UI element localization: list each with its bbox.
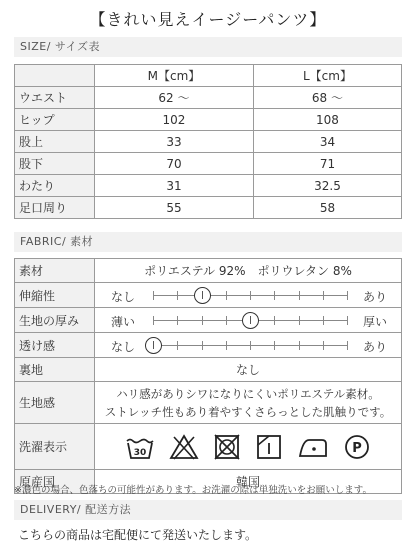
no-bleach-icon <box>169 434 199 460</box>
scale-tick <box>202 341 203 350</box>
stretch-scale-track <box>153 295 347 296</box>
size-column-m: M【cm】 <box>95 65 254 87</box>
size-cell-m: 55 <box>95 197 254 219</box>
scale-tick <box>323 341 324 350</box>
sheer-scale-track <box>153 345 347 346</box>
scale-marker <box>242 312 259 329</box>
lining-value: なし <box>95 358 402 382</box>
scale-tick <box>250 341 251 350</box>
table-row <box>15 131 402 153</box>
size-row-label: 足口周り <box>15 197 95 219</box>
size-table <box>14 64 402 219</box>
origin-value: 韓国 <box>95 470 402 494</box>
scale-tick <box>274 341 275 350</box>
table-row <box>15 283 402 308</box>
texture-value <box>95 382 402 424</box>
scale-tick <box>347 316 348 325</box>
scale-tick <box>323 316 324 325</box>
iron-low-icon <box>297 434 329 460</box>
material-value: ポリエステル 92% ポリウレタン 8% <box>95 259 402 283</box>
size-cell-l: 32.5 <box>253 175 401 197</box>
scale-tick <box>274 316 275 325</box>
scale-tick <box>226 341 227 350</box>
scale-tick <box>226 291 227 300</box>
material-label: 素材 <box>15 259 95 283</box>
size-cell-m: 33 <box>95 131 254 153</box>
stretch-scale-cell <box>95 283 402 308</box>
size-header-blank <box>15 65 95 87</box>
texture-line-2: ストレッチ性もあり着やすくさらっとした肌触りです。 <box>104 404 392 419</box>
table-row <box>15 358 402 382</box>
stretch-scale-right: あり <box>362 290 387 304</box>
size-cell-l: 58 <box>253 197 401 219</box>
page-title: 【きれい見えイージーパンツ】 <box>89 10 327 29</box>
care-icons <box>95 425 401 469</box>
size-row-label: 股上 <box>15 131 95 153</box>
table-row <box>15 197 402 219</box>
scale-tick <box>299 291 300 300</box>
care-label: 洗濯表示 <box>15 424 95 470</box>
size-cell-l: 34 <box>253 131 401 153</box>
size-row-label: ヒップ <box>15 109 95 131</box>
scale-tick <box>274 291 275 300</box>
fabric-table <box>14 258 402 494</box>
sheer-scale-right: あり <box>362 340 387 354</box>
scale-tick <box>177 341 178 350</box>
scale-tick <box>226 316 227 325</box>
thickness-scale-cell <box>95 308 402 333</box>
thickness-scale-right: 厚い <box>362 315 387 329</box>
fabric-section-heading: FABRIC/ 素材 <box>14 232 402 252</box>
thickness-label: 生地の厚み <box>15 308 95 333</box>
scale-tick <box>323 291 324 300</box>
texture-line-1: ハリ感がありシワになりにくいポリエステル素材。 <box>116 386 380 401</box>
scale-marker <box>145 337 162 354</box>
sheer-label: 透け感 <box>15 333 95 358</box>
size-cell-m: 62 〜 <box>95 87 254 109</box>
stretch-scale-left: なし <box>111 290 136 304</box>
scale-tick <box>347 291 348 300</box>
sheer-scale-left: なし <box>111 340 136 354</box>
lining-label: 裏地 <box>15 358 95 382</box>
delivery-section-heading: DELIVERY/ 配送方法 <box>14 500 402 520</box>
table-row <box>15 109 402 131</box>
size-cell-m: 31 <box>95 175 254 197</box>
table-row <box>15 333 402 358</box>
table-row <box>15 175 402 197</box>
texture-label: 生地感 <box>15 382 95 424</box>
scale-tick <box>202 316 203 325</box>
stretch-label: 伸縮性 <box>15 283 95 308</box>
size-cell-m: 102 <box>95 109 254 131</box>
table-row <box>15 308 402 333</box>
size-section-heading: SIZE/ サイズ表 <box>14 37 402 57</box>
thickness-scale <box>95 308 401 332</box>
scale-marker <box>194 287 211 304</box>
scale-tick <box>299 341 300 350</box>
sheer-scale <box>95 333 401 357</box>
line-dry-shade-icon <box>255 434 283 460</box>
scale-tick <box>299 316 300 325</box>
care-note: ※濃色の場合、色落ちの可能性があります。お洗濯の際は単独洗いをお願いします。 <box>14 485 372 496</box>
thickness-scale-left: 薄い <box>111 315 136 329</box>
size-row-label: わたり <box>15 175 95 197</box>
stretch-scale <box>95 283 401 307</box>
scale-tick <box>177 291 178 300</box>
thickness-scale-track <box>153 320 347 321</box>
size-column-l: L【cm】 <box>253 65 401 87</box>
dry-clean-label: P <box>352 440 362 456</box>
origin-label: 原産国 <box>15 470 95 494</box>
care-icons-cell <box>95 424 402 470</box>
size-row-label: 股下 <box>15 153 95 175</box>
scale-tick <box>347 341 348 350</box>
size-cell-l: 108 <box>253 109 401 131</box>
size-cell-m: 70 <box>95 153 254 175</box>
table-row <box>15 153 402 175</box>
delivery-text: こちらの商品は宅配便にて発送いたします。 <box>18 528 258 542</box>
table-row <box>15 424 402 470</box>
scale-tick <box>250 291 251 300</box>
size-table-header <box>15 65 402 87</box>
size-cell-l: 68 〜 <box>253 87 401 109</box>
table-row <box>15 382 402 424</box>
scale-tick <box>153 316 154 325</box>
wash-temp-label: 30 <box>133 447 147 458</box>
wash-30-icon <box>125 434 155 460</box>
no-tumble-dry-icon <box>213 434 241 460</box>
table-row <box>15 259 402 283</box>
scale-tick <box>153 291 154 300</box>
size-row-label: ウエスト <box>15 87 95 109</box>
sheer-scale-cell <box>95 333 402 358</box>
scale-tick <box>177 316 178 325</box>
dry-clean-p-icon <box>343 434 371 460</box>
size-cell-l: 71 <box>253 153 401 175</box>
table-row <box>15 87 402 109</box>
